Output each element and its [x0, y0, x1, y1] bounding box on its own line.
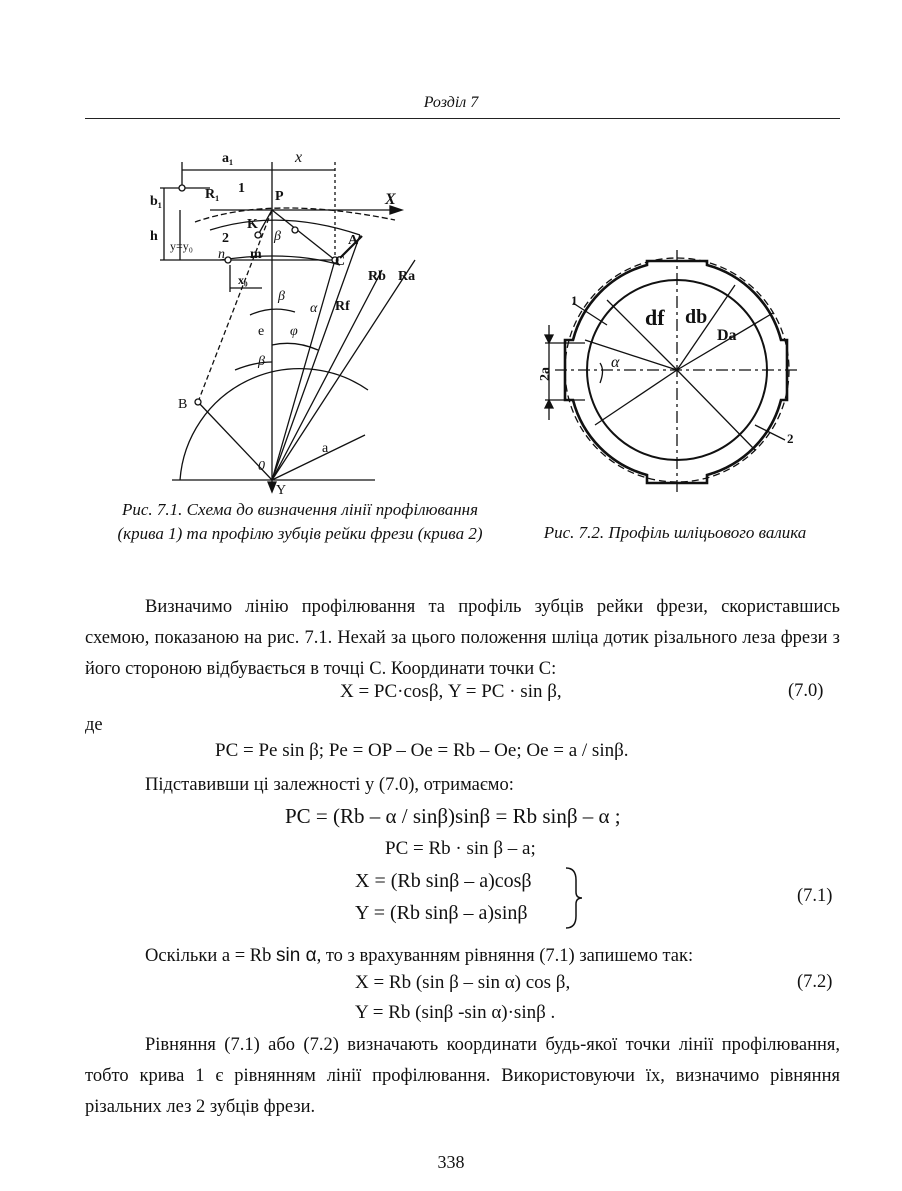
- label-h: h: [150, 229, 158, 244]
- figure-7-1-caption: Рис. 7.1. Схема до визначення лінії профілювання (крива 1) та профілю зубців рейки фрези (крива 2): [117, 500, 483, 543]
- equation-7-0: X = PC·cosβ, Y = PC · sin β,: [340, 681, 562, 702]
- fig2-label-alpha: α: [611, 354, 620, 371]
- equation-7-1-brace: [562, 866, 586, 930]
- page-number: 338: [437, 1152, 465, 1172]
- equation-pc-2: PC = Rb · sin β – a;: [385, 838, 536, 859]
- label-A: A: [348, 233, 359, 248]
- figure-7-2-diagram: [525, 245, 825, 500]
- label-K: K: [247, 217, 258, 232]
- paragraph-1: Визначимо лінію профілювання та профіль зубців рейки фрези, скориставшись схемою, показаною на рис. 7.1. Нехай за цього положення шліца дотик різального леза фрези з його стороною відбувається в точці С. Координати точки С:: [85, 597, 840, 679]
- label-Y: Y: [276, 483, 287, 498]
- label-C: C: [335, 254, 346, 269]
- equation-7-2-x: X = Rb (sin β – sin α) cos β,: [355, 972, 571, 993]
- label-x-dim: x: [295, 149, 303, 166]
- label-beta-2: β: [278, 289, 285, 304]
- header-rule: [85, 118, 840, 119]
- equation-pc-1: PC = (Rb – α / sinβ)sinβ = Rb sinβ – α ;: [285, 804, 621, 828]
- equation-7-1-x: X = (Rb sinβ – a)cosβ: [355, 870, 532, 892]
- label-O: 0: [258, 459, 265, 474]
- label-db: db: [685, 306, 708, 328]
- label-phi: φ: [290, 324, 298, 339]
- label-B: B: [178, 397, 188, 412]
- label-n: n: [218, 247, 225, 262]
- label-y-y0: y=y₀: [170, 239, 193, 253]
- label-P: P: [275, 189, 284, 204]
- label-R1: R₁: [205, 187, 220, 202]
- figure-7-1-diagram: [150, 140, 480, 500]
- paragraph-2: Підставивши ці залежності у (7.0), отримаємо:: [145, 775, 514, 795]
- paragraph-3-end: , то з врахуванням рівняння (7.1) запишемо так:: [316, 946, 694, 966]
- label-x0: x₀: [238, 273, 248, 287]
- label-beta-3: β: [258, 354, 265, 369]
- fig2-label-1: 1: [571, 293, 578, 308]
- sin-alpha: sin α: [276, 945, 317, 966]
- label-b1: b₁: [150, 194, 162, 209]
- label-curve-2: 2: [222, 231, 229, 246]
- paragraph-4: Рівняння (7.1) або (7.2) визначають координати будь-якої точки лінії профілювання, тобто крива 1 є рівнянням лінії профілювання. Використовуючи їх, визначимо рівняння різальних лез 2 зубців фрези.: [85, 1035, 840, 1117]
- label-e: e: [258, 324, 265, 339]
- label-alpha: α: [310, 301, 318, 316]
- label-Rb: Rb: [368, 269, 386, 284]
- equation-7-1-y: Y = (Rb sinβ – a)sinβ: [355, 902, 528, 924]
- equation-7-2-y: Y = Rb (sinβ -sin α)·sinβ .: [355, 1002, 556, 1023]
- label-Rf: Rf: [335, 299, 350, 314]
- spline-profile: [565, 261, 787, 483]
- equation-7-2-number: (7.2): [797, 972, 833, 992]
- figure-7-2-caption: Рис. 7.2. Профіль шліцьового валика: [543, 523, 807, 542]
- label-X-axis: X: [385, 191, 396, 208]
- equation-definitions: PC = Pe sin β; Pe = OP – Oe = Rb – Oe; Oe = a / sinβ.: [215, 740, 629, 761]
- word-de: де: [85, 715, 103, 735]
- label-m: m: [250, 247, 262, 262]
- label-beta-1: β: [274, 229, 281, 244]
- paragraph-3-start: Оскільки a = Rb: [145, 946, 272, 966]
- equation-7-1-number: (7.1): [797, 886, 833, 906]
- label-df: df: [645, 305, 665, 330]
- label-Ra: Ra: [398, 269, 416, 284]
- fig2-label-2: 2: [787, 431, 794, 446]
- equation-7-0-number: (7.0): [788, 681, 824, 701]
- paragraph-3: [145, 940, 840, 972]
- label-a1: a₁: [222, 151, 234, 166]
- section-header: Розділ 7: [423, 94, 479, 111]
- label-a: a: [322, 441, 329, 456]
- label-Da: Da: [717, 327, 737, 344]
- label-2a: 2a: [538, 367, 553, 381]
- base-circle: [180, 369, 368, 480]
- label-curve-1: 1: [238, 181, 245, 196]
